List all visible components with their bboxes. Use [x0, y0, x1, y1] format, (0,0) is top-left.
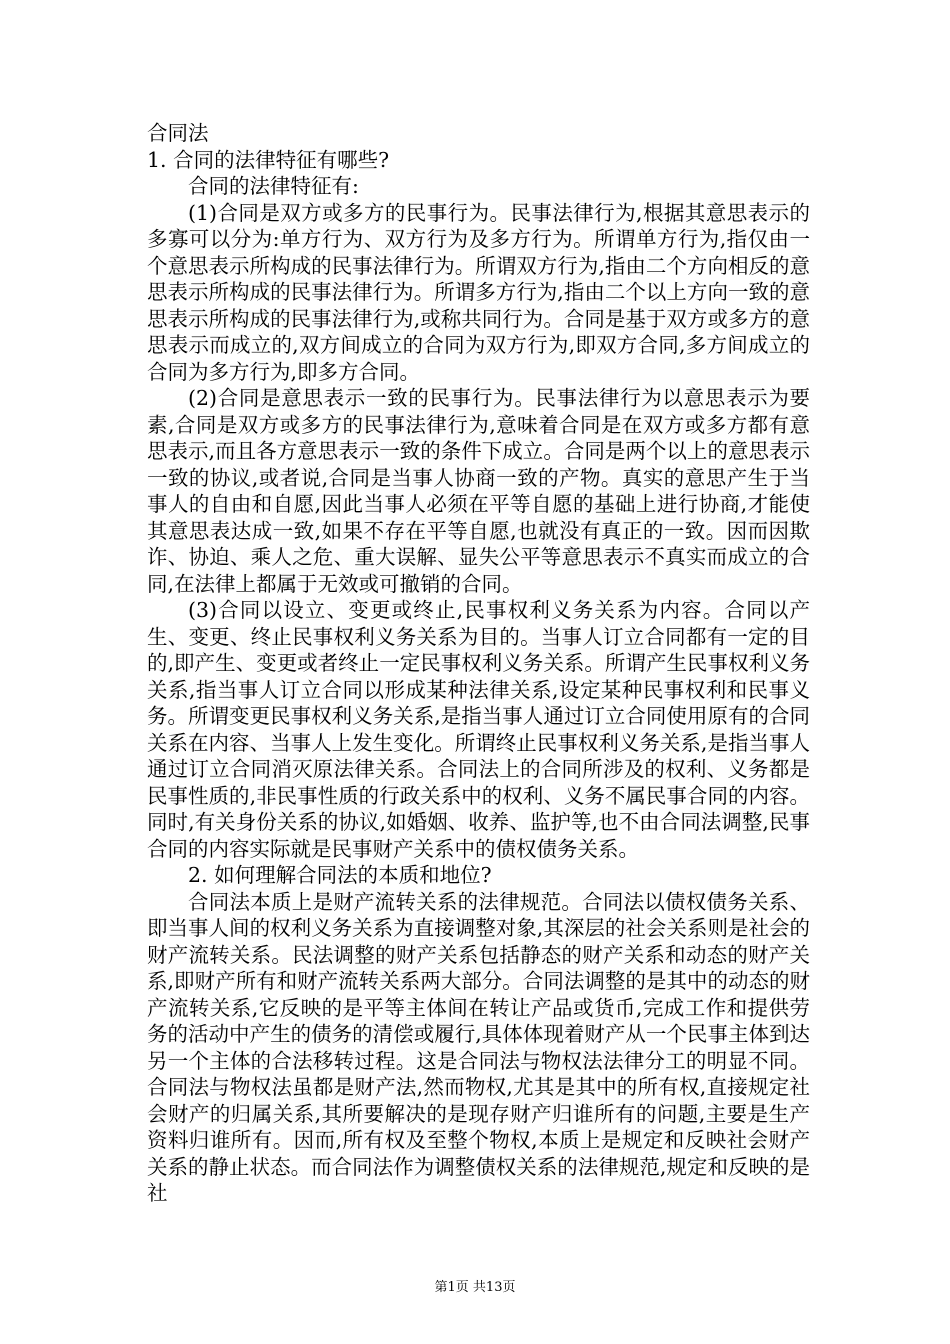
document-title: 合同法	[147, 121, 209, 145]
question-1-intro: 合同的法律特征有:	[188, 174, 359, 198]
question-1-heading: 1. 合同的法律特征有哪些?	[147, 147, 390, 172]
question-2-heading: 2. 如何理解合同法的本质和地位?	[188, 863, 492, 887]
page-footer: 第1页 共13页	[434, 1280, 516, 1295]
paragraph-1: (1)合同是双方或多方的民事行为。民事法律行为,根据其意思表示的多寡可以分为:单方行为、双方行为及多方行为。所谓单方行为,指仅由一个意思表示所构成的民事法律行为。所谓双方行为,指由二个方向相反的意思表示所构成的民事法律行为。所谓多方行为,指由二个以上方向一致的意思表示所构成的民事法律行为,或称共同行为。合同是基于双方或多方的意思表示而成立的,双方间成立的合同为双方行为,即双方合同,多方间成立的合同为多方行为,即多方合同。	[147, 200, 810, 384]
paragraph-3: (3)合同以设立、变更或终止,民事权利义务关系为内容。合同以产生、变更、终止民事权利义务关系为目的。当事人订立合同都有一定的目的,即产生、变更或者终止一定民事权利义务关系。所谓产生民事权利义务关系,指当事人订立合同以形成某种法律关系,设定某种民事权利和民事义务。所谓变更民事权利义务关系,是指当事人通过订立合同使用原有的合同关系在内容、当事人上发生变化。所谓终止民事权利义务关系,是指当事人通过订立合同消灭原法律关系。合同法上的合同所涉及的权利、义务都是民事性质的,非民事性质的行政关系中的权利、义务不属民事合同的内容。同时,有关身份关系的协议,如婚姻、收养、监护等,也不由合同法调整,民事合同的内容实际就是民事财产关系中的债权债务关系。	[147, 598, 810, 861]
document-body	[147, 120, 810, 1207]
paragraph-2: (2)合同是意思表示一致的民事行为。民事法律行为以意思表示为要素,合同是双方或多方的民事法律行为,意味着合同是在双方或多方都有意思表示,而且各方意思表示一致的条件下成立。合同是两个以上的意思表示一致的协议,或者说,合同是当事人协商一致的产物。真实的意思产生于当事人的自由和自愿,因此当事人必须在平等自愿的基础上进行协商,才能使其意思表达成一致,如果不存在平等自愿,也就没有真正的一致。因而因欺诈、协迫、乘人之危、重大误解、显失公平等意思表示不真实而成立的合同,在法律上都属于无效或可撤销的合同。	[147, 386, 810, 596]
paragraph-4: 合同法本质上是财产流转关系的法律规范。合同法以债权债务关系、即当事人间的权利义务关系为直接调整对象,其深层的社会关系则是社会的财产流转关系。民法调整的财产关系包括静态的财产关系和动态的财产关系,即财产所有和财产流转关系两大部分。合同法调整的是其中的动态的财产流转关系,它反映的是平等主体间在转让产品或货币,完成工作和提供劳务的活动中产生的债务的清偿或履行,具体体现着财产从一个民事主体到达另一个主体的合法移转过程。这是合同法与物权法法律分工的明显不同。合同法与物权法虽都是财产法,然而物权,尤其是其中的所有权,直接规定社会财产的归属关系,其所要解决的是现存财产归谁所有的问题,主要是生产资料归谁所有。因而,所有权及至整个物权,本质上是规定和反映社会财产关系的静止状态。而合同法作为调整债权关系的法律规范,规定和反映的是社	[147, 889, 810, 1205]
